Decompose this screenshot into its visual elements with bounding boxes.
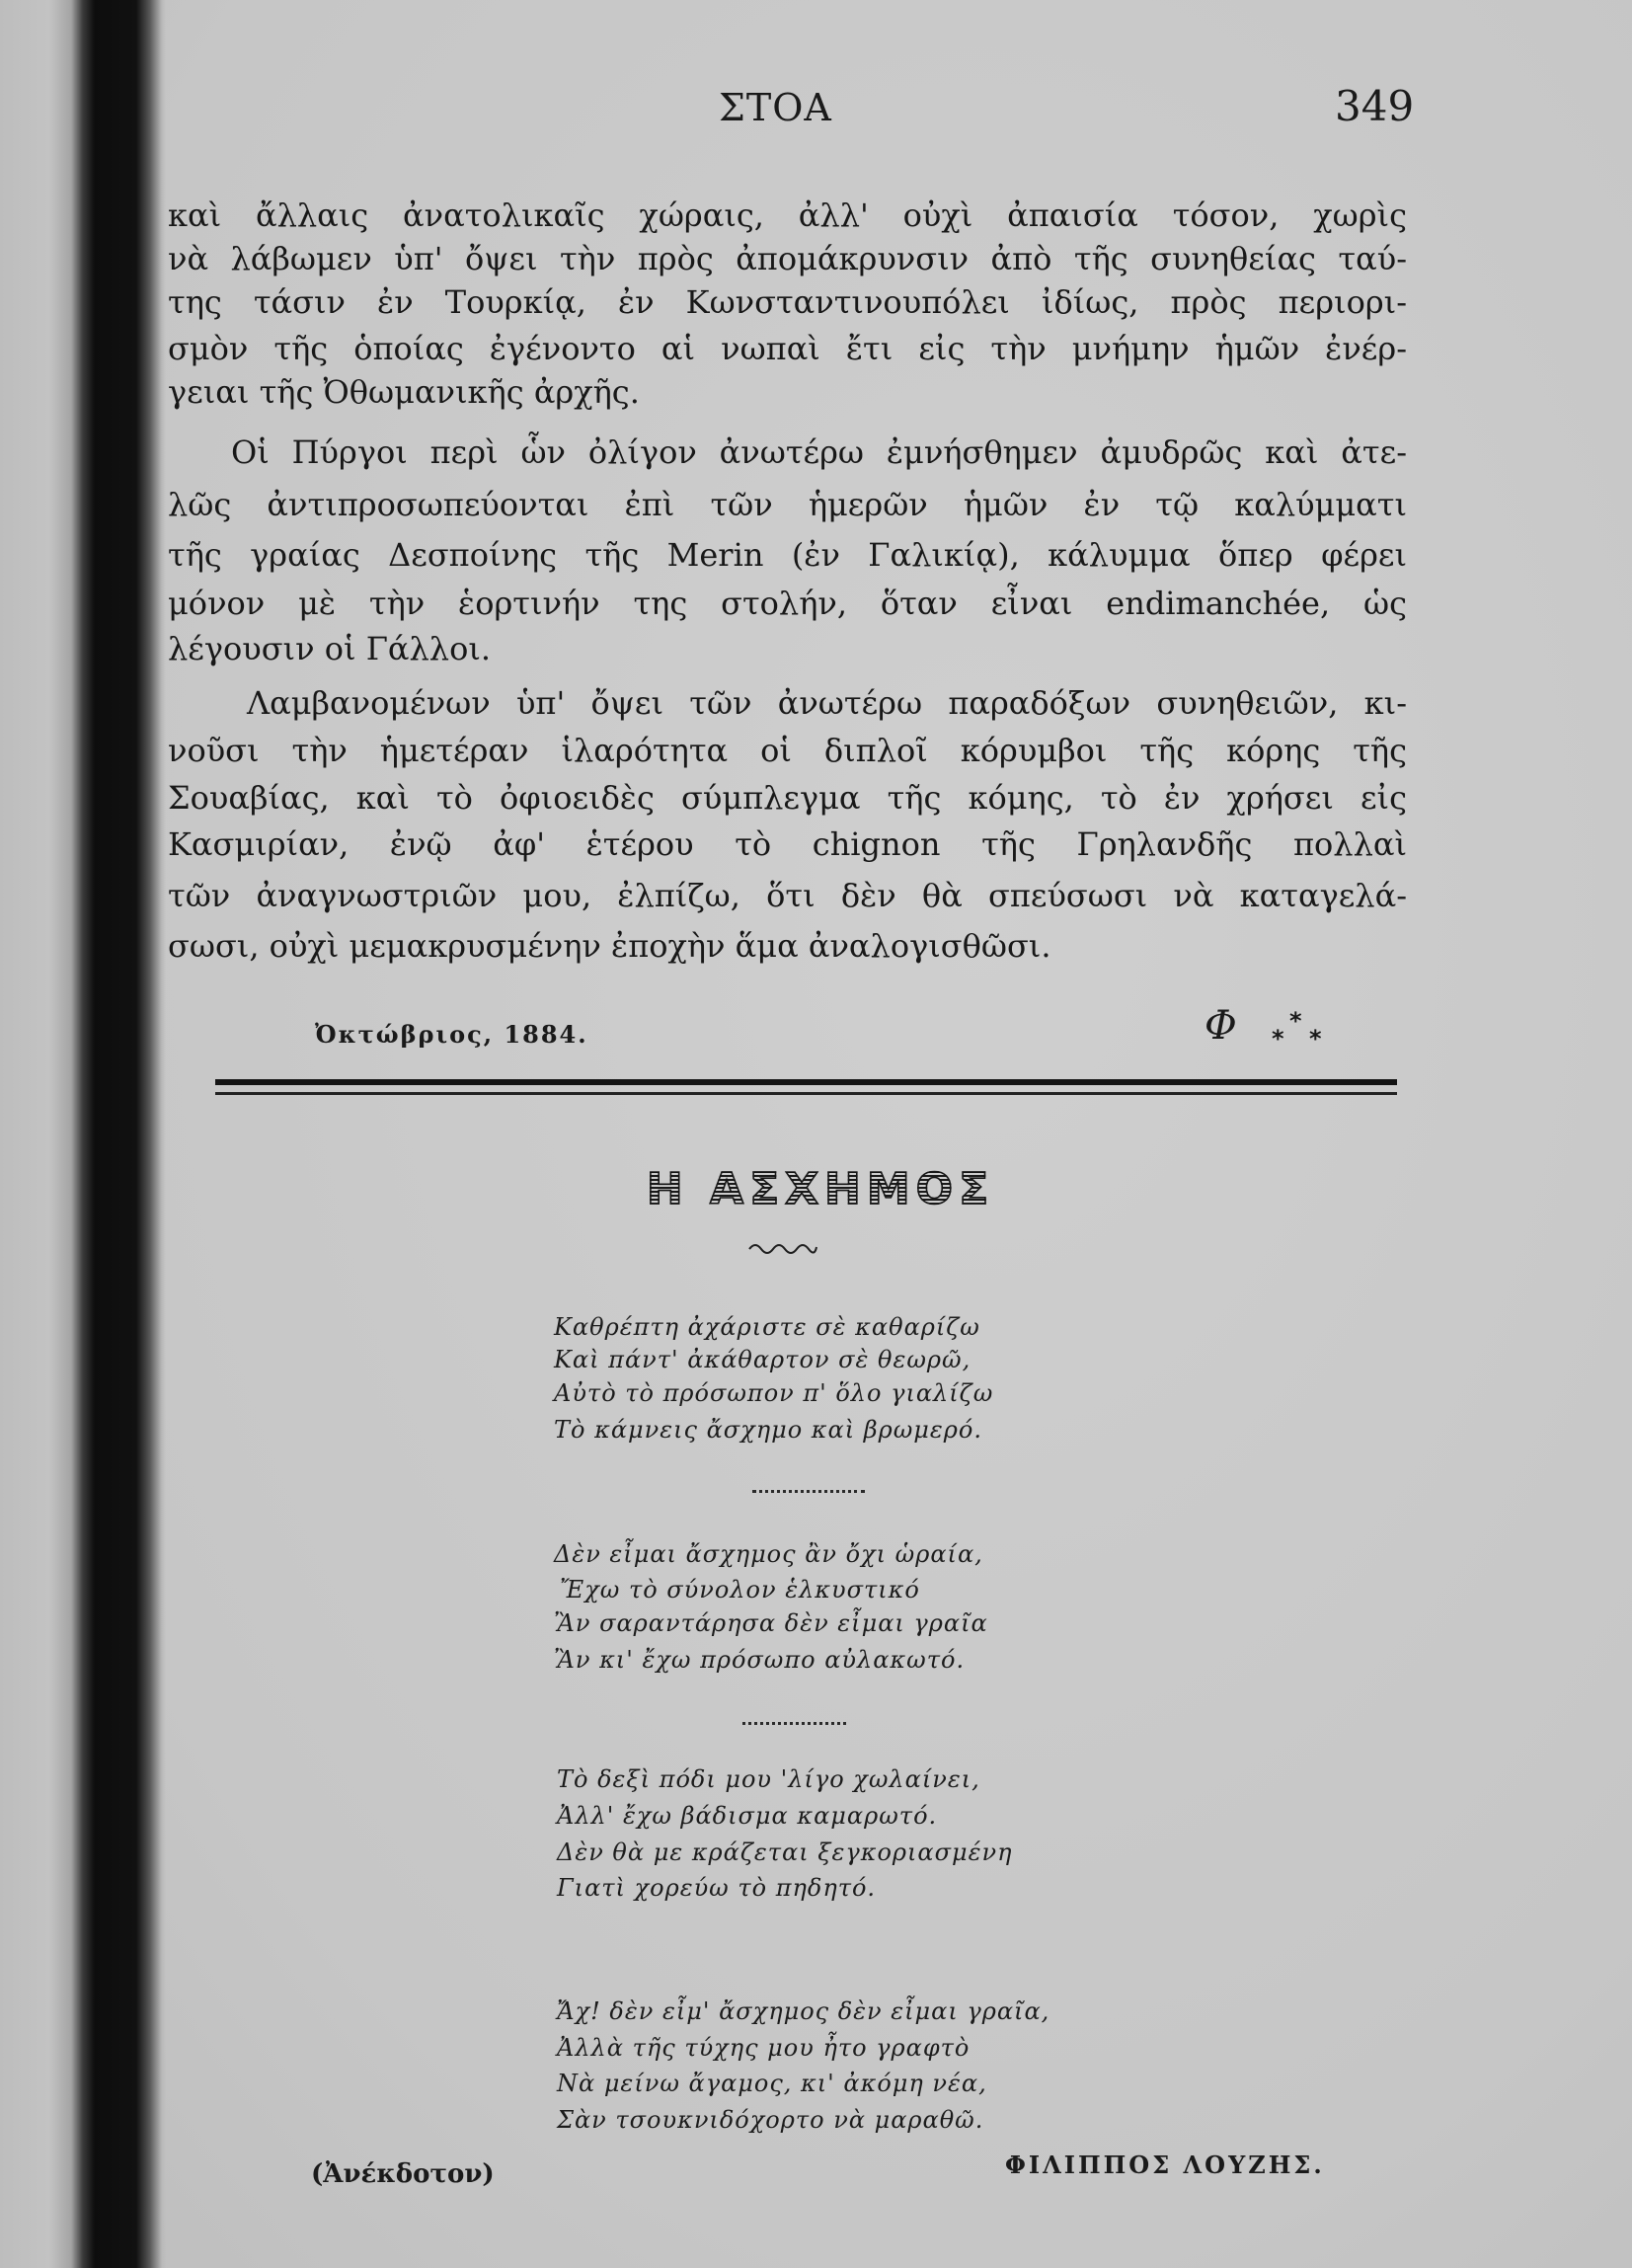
text-line: τῶν ἀναγνωστριῶν μου, ἐλπίζω, ὅτι δὲν θὰ σπεύσωσι νὰ καταγελά- [168, 877, 1407, 914]
text-line: Σουαβίας, καὶ τὸ ὀφιοειδὲς σύμπλεγμα τῆς κόμης, τὸ ἐν χρήσει εἰς [168, 779, 1407, 817]
text-line: νὰ λάβωμεν ὑπ' ὄψει τὴν πρὸς ἀπομάκρυνσιν ἀπὸ τῆς συνηθείας ταύ- [168, 240, 1407, 277]
article-date: Ὀκτώβριος, 1884. [315, 1020, 588, 1049]
text-line: νοῦσι τὴν ἡμετέραν ἱλαρότητα οἱ διπλοῖ κόρυμβοι τῆς κόρης τῆς [168, 732, 1407, 769]
stanza-divider [752, 1490, 865, 1493]
section-rule-thick [215, 1079, 1397, 1085]
running-title: ΣΤΟΑ [719, 86, 832, 129]
verse-line: Ἀλλ' ἔχω βάδισμα καμαρωτό. [557, 1802, 938, 1830]
stanza-divider [742, 1722, 846, 1725]
verse-line: Τὸ δεξὶ πόδι μου 'λίγο χωλαίνει, [557, 1765, 980, 1793]
author-initial: Φ [1205, 1003, 1237, 1049]
verse-line: Καθρέπτη ἀχάριστε σὲ καθαρίζω [554, 1313, 980, 1341]
section-rule-thin [215, 1092, 1397, 1095]
verse-line: Αὐτὸ τὸ πρόσωπον π' ὅλο γιαλίζω [554, 1379, 994, 1407]
paragraph-first-line: Λαμβανομένων ὑπ' ὄψει τῶν ἀνωτέρω παραδόξων συνηθειῶν, κι- [247, 684, 1407, 722]
text-line: λέγουσιν οἱ Γάλλοι. [168, 630, 492, 667]
text-line: γειαι τῆς Ὀθωμανικῆς ἀρχῆς. [168, 373, 640, 411]
book-gutter-shadow [0, 0, 166, 2268]
text-line: τῆς γραίας Δεσποίνης τῆς Merin (ἐν Γαλικίᾳ), κάλυμμα ὅπερ φέρει [168, 536, 1407, 574]
verse-line: Ἄχ! δὲν εἶμ' ἄσχημος δὲν εἶμαι γραῖα, [557, 1997, 1050, 2025]
verse-line: Δὲν θὰ με κράζεται ξεγκοριασμένη [557, 1838, 1013, 1866]
text-line: της τάσιν ἐν Τουρκίᾳ, ἐν Κωνσταντινουπόλει ἰδίως, πρὸς περιορι- [168, 283, 1407, 321]
verse-line: Ἔχω τὸ σύνολον ἑλκυστικό [560, 1576, 920, 1603]
asterism-star: * [1289, 1007, 1302, 1035]
text-line: σωσι, οὐχὶ μεμακρυσμένην ἐποχὴν ἅμα ἀναλογισθῶσι. [168, 927, 1051, 965]
verse-line: Ἂν κι' ἔχω πρόσωπο αὐλακωτό. [554, 1646, 966, 1674]
verse-line: Σὰν τσουκνιδόχορτο νὰ μαραθῶ. [557, 2106, 984, 2134]
verse-line: Δὲν εἶμαι ἄσχημος ἂν ὄχι ὡραία, [554, 1540, 983, 1568]
asterism-star: * [1272, 1025, 1284, 1053]
text-line: σμὸν τῆς ὁποίας ἐγένοντο αἱ νωπαὶ ἔτι εἰς τὴν μνήμην ἡμῶν ἐνέρ- [168, 330, 1407, 367]
verse-line: Καὶ πάντ' ἀκάθαρτον σὲ θεωρῶ, [554, 1346, 971, 1373]
text-line: καὶ ἄλλαις ἀνατολικαῖς χώραις, ἀλλ' οὐχὶ ἀπαισία τόσον, χωρὶς [168, 196, 1407, 234]
ornament-squiggle-icon [747, 1237, 818, 1257]
verse-line: Νὰ μείνω ἄγαμος, κι' ἀκόμη νέα, [557, 2070, 987, 2097]
verse-line: Γιατὶ χορεύω τὸ πηδητό. [557, 1874, 877, 1902]
poem-author: ΦΙΛΙΠΠΟΣ ΛΟΥΖΗΣ. [1005, 2151, 1325, 2179]
text-line: Κασμιρίαν, ἐνῷ ἀφ' ἑτέρου τὸ chignon τῆς Γρηλανδῆς πολλαὶ [168, 825, 1407, 863]
unpublished-note: (Ἀνέκδοτον) [311, 2159, 495, 2189]
verse-line: Τὸ κάμνεις ἄσχημο καὶ βρωμερό. [554, 1416, 982, 1444]
verse-line: Ἀλλὰ τῆς τύχης μου ἦτο γραφτὸ [557, 2034, 971, 2062]
text-line: μόνον μὲ τὴν ἑορτινήν της στολήν, ὅταν εἶναι endimanchée, ὡς [168, 585, 1407, 622]
poem-title: Η ΑΣΧΗΜΟΣ [0, 1163, 1632, 1216]
paragraph-first-line: Οἱ Πύργοι περὶ ὧν ὀλίγον ἀνωτέρω ἐμνήσθημεν ἀμυδρῶς καὶ ἀτε- [231, 433, 1407, 471]
asterism-star: * [1309, 1025, 1322, 1053]
page-number: 349 [1335, 82, 1415, 130]
verse-line: Ἂν σαραντάρησα δὲν εἶμαι γραῖα [554, 1609, 988, 1637]
text-line: λῶς ἀντιπροσωπεύονται ἐπὶ τῶν ἡμερῶν ἡμῶν ἐν τῷ καλύμματι [168, 486, 1407, 523]
